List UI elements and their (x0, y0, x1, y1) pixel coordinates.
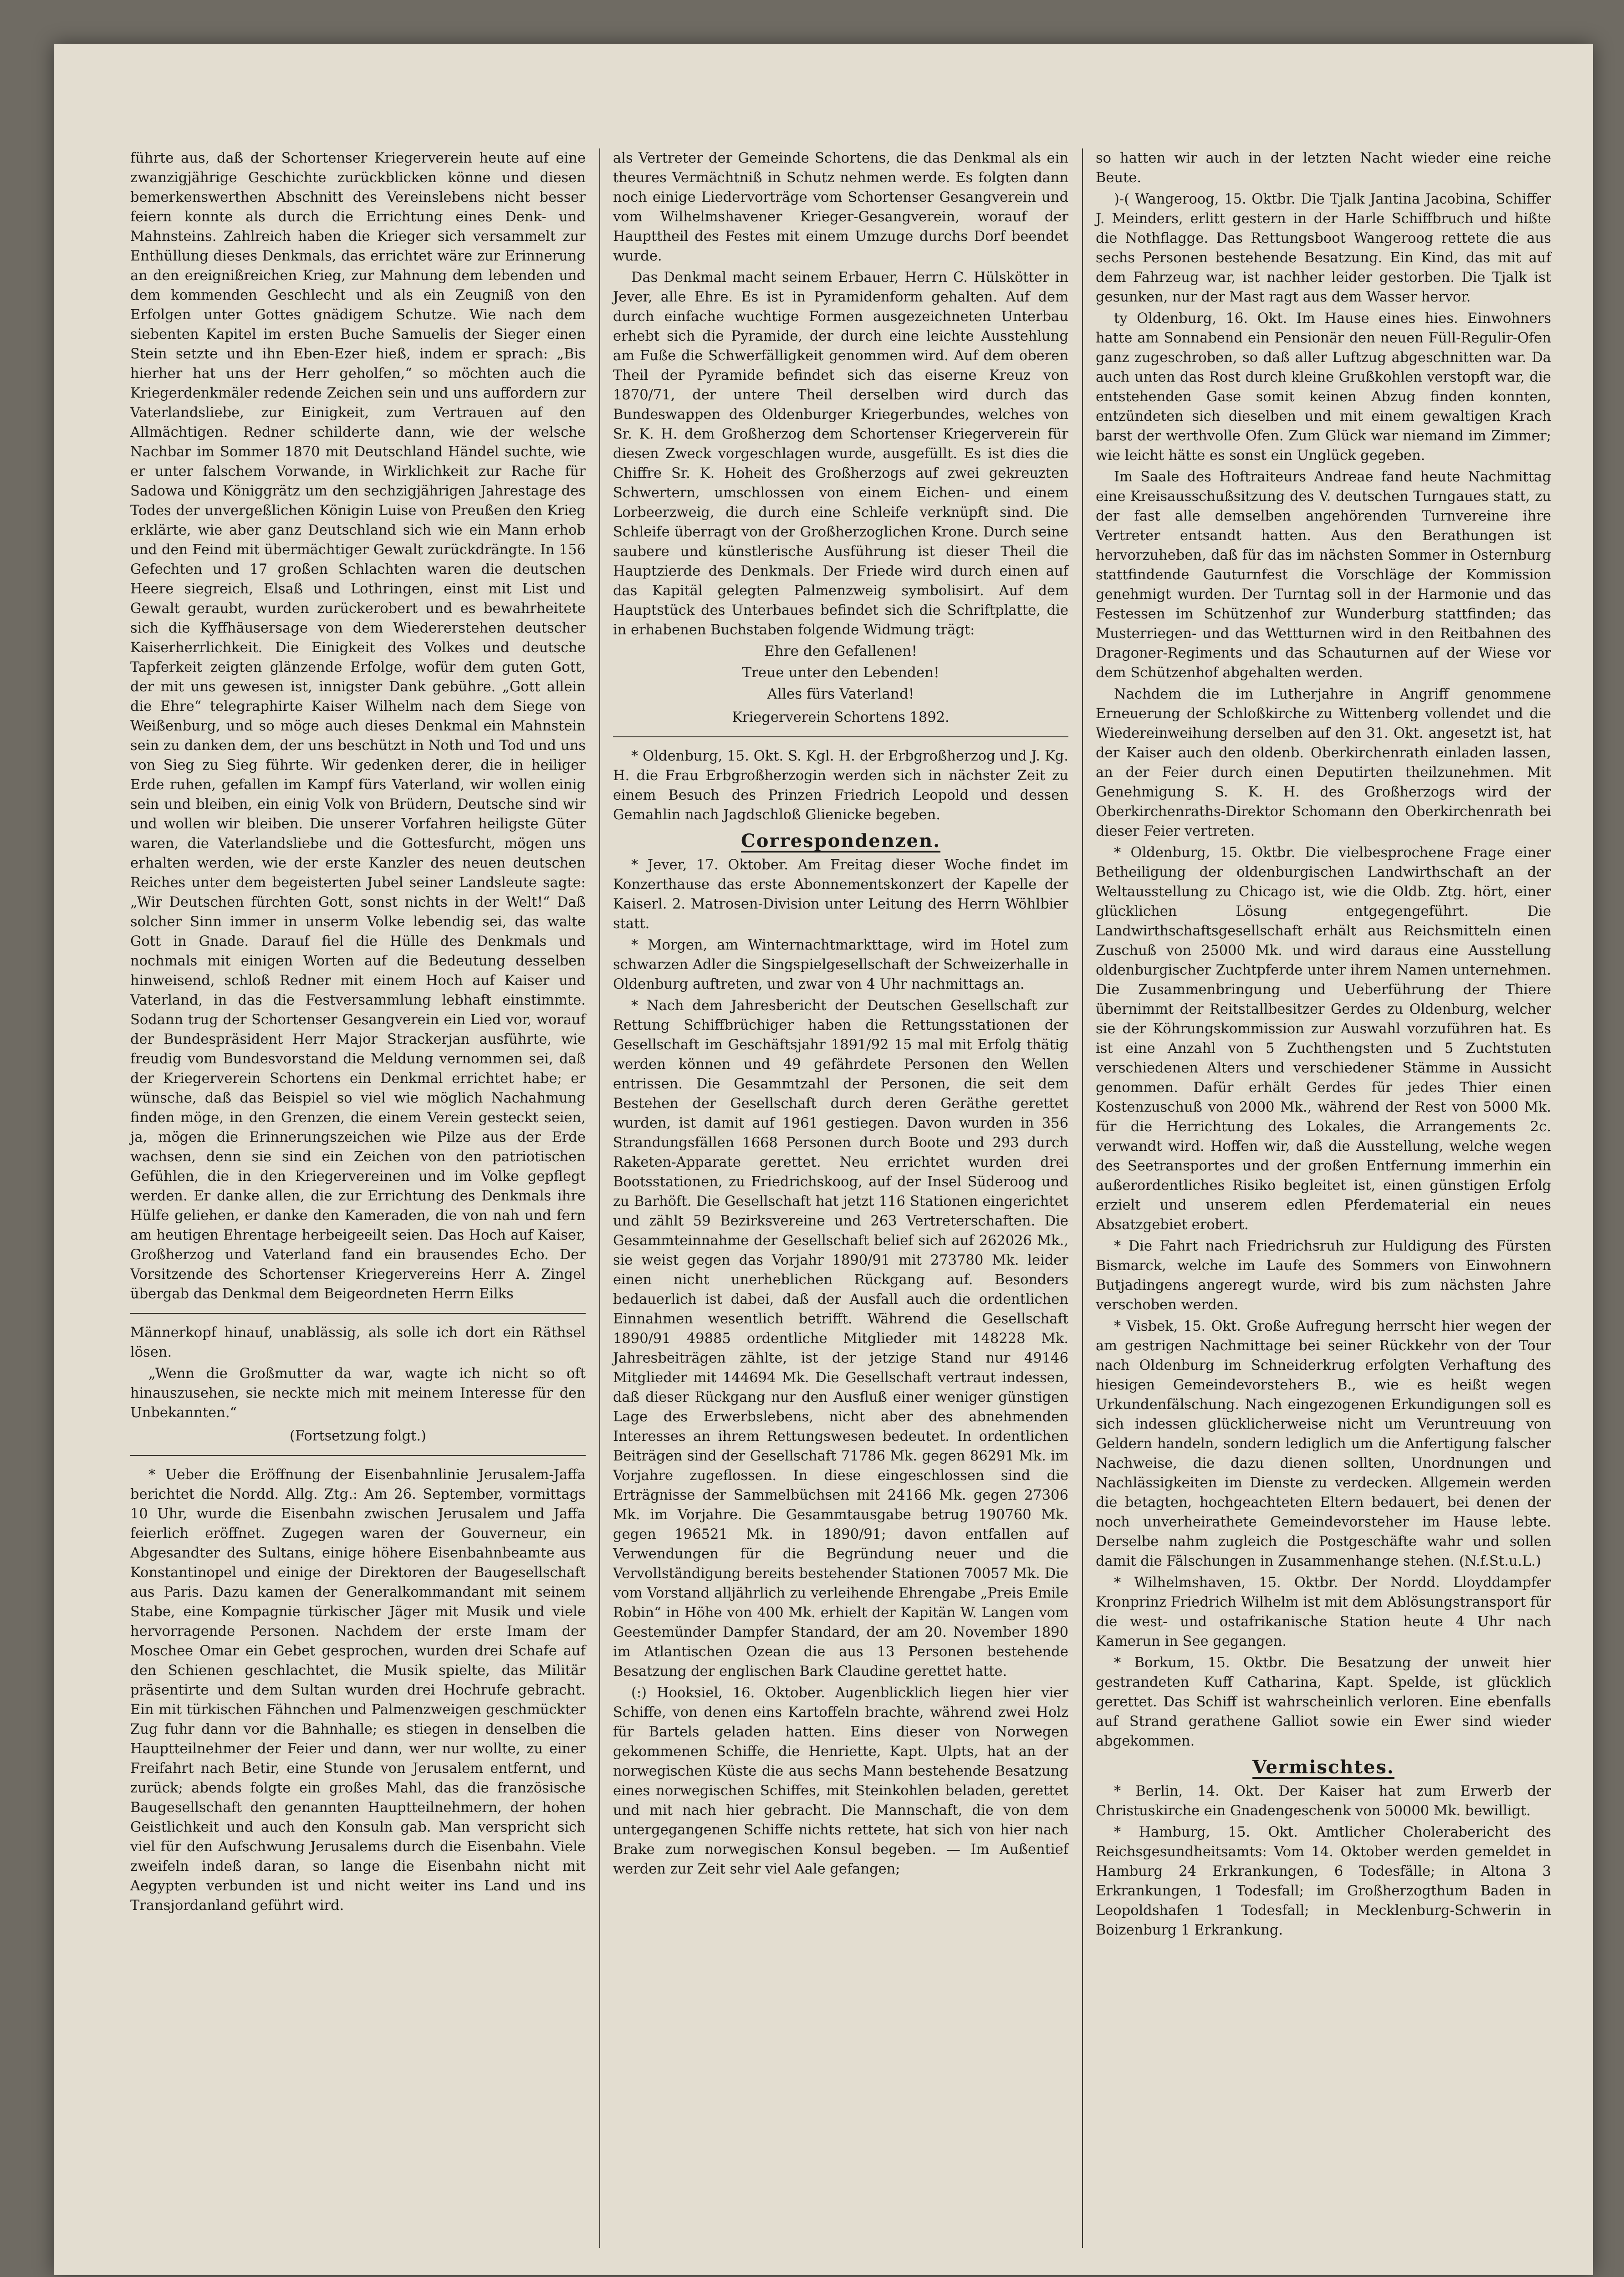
news-item-wilhelmshaven: * Wilhelmshaven, 15. Oktbr. Der Nordd. Lloyddampfer Kronprinz Friedrich Wilhelm ist mit dem Ablösungstransport für die west- und ostafrikanische Station heute 4 Uhr nach Kamerun in See gegangen. (1096, 1575, 1551, 1649)
newspaper-page (54, 44, 1593, 2275)
article-paragraph: Das Denkmal macht seinem Erbauer, Herrn C. Hülskötter in Jever, alle Ehre. Es ist in Pyramidenform gehalten. Auf dem durch einfache wuchtige Formen ausgezeichneten Unterbau erhebt sich die Pyramide, der durch eine leichte Ausstehlung am Fuße die Schwerfälligkeit genommen wird. Auf dem oberen Theil der Pyramide befindet sich das eiserne Kreuz von 1870/71, der untere Theil derselben wird durch das Bundeswappen des Oldenburger Kriegerbundes, welches von Sr. K. H. dem Großherzog dem Schortenser Kriegerverein für diesen Zweck vorgeschlagen wurde, ausgefüllt. Es ist dies die Chiffre Sr. K. Hoheit des Großherzogs auf zwei gekreuzten Schwertern, umschlossen von einem Eichen- und einem Lorbeerzweig, die durch eine Schleife verknüpft sind. Die Schleife überragt von der Großherzoglichen Krone. Durch seine saubere und künstlerische Ausführung ist dieser Theil die Hauptzierde des Denkmals. Der Friede wird durch einen auf das Kapitäl gelegten Palmenzweig symbolisirt. Auf dem Hauptstück des Unterbaues befindet sich die Schriftplatte, die in erhabenen Buchstaben folgende Widmung trägt: (613, 270, 1068, 638)
news-item-borkum: * Borkum, 15. Oktbr. Die Besatzung der unweit hier gestrandeten Kuff Catharina, Kapt. Spelde, ist glücklich gerettet. Das Schiff ist wahrscheinlich verloren. Eine ebenfalls auf Strand gerathene Galliot sowie ein Ewer sind wieder abgekommen. (1096, 1655, 1551, 1749)
news-item-oldenburg: ty Oldenburg, 16. Okt. Im Hause eines hies. Einwohners hatte am Sonnabend ein Pensionär den neuen Füll-Regulir-Ofen ganz zugeschroben, so daß aller Luftzug abgeschnitten war. Da auch unten das Rost durch kleine Grußkohlen verstopft war, die entstehenden Gase somit keinen Abzug finden konnten, entzündeten sich dieselben und mit einem gewaltigen Krach barst der werthvolle Ofen. Zum Glück war niemand im Zimmer; wie leicht hätte es sonst ein Unglück gegeben. (1096, 311, 1551, 464)
news-item-hooksiel: (:) Hooksiel, 16. Oktober. Augenblicklich liegen hier vier Schiffe, von denen eins Kartoffeln brachte, während zwei Holz für Bartels geladen hatten. Eins dieser von Norwegen gekommenen Schiffe, die Henriette, Kapt. Ulpts, hat an der norwegischen Küste die aus sechs Mann bestehende Besatzung eines norwegischen Schiffes, mit Steinkohlen beladen, gerettet und mit nach hier gebracht. Die Mannschaft, die von dem untergegangenen Schiffe nichts rettete, hat sich von hier nach Brake zum norwegischen Konsul begeben. — Im Außentief werden zur Zeit sehr viel Aale gefangen; (613, 1685, 1068, 1877)
column-1 (130, 148, 586, 1917)
inscription-signature: Kriegerverein Schortens 1892. (732, 710, 950, 725)
article-paragraph: führte aus, daß der Schortenser Kriegerverein heute auf eine zwanzigjährige Geschichte zurückblicken könne und diesen bemerkenswerthen Abschnitt des Vereinslebens nicht besser feiern konnte als durch die Errichtung eines Denk- und Mahnsteins. Zahlreich haben die Krieger sich versammelt zur Enthüllung dieses Denkmals, das errichtet wäre zur Erinnerung an den ereignißreichen Krieg, zur Mahnung dem lebenden und dem kommenden Geschlecht und als ein Zeugniß von den Erfolgen unter Gottes gnädigem Schutze. Wie nach dem siebenten Kapitel im ersten Buche Samuelis der Sieger einen Stein setzte und ihn Eben-Ezer hieß, indem er sprach: „Bis hierher hat uns der Herr geholfen,“ so möchten auch die Kriegerdenkmäler redende Zeichen sein und uns auffordern zur Vaterlandsliebe, zur Einigkeit, zum Vertrauen auf den Allmächtigen. Redner schilderte dann, wie der welsche Nachbar im Sommer 1870 mit Deutschland Händel suchte, wie er unter falschem Vorwande, in Wirklichkeit zur Rache für Sadowa und Königgrätz um den sechzigjährigen Jahrestage des Todes der unvergeßlichen Königin Luise von Preußen den Krieg erklärte, wie aber ganz Deutschland sich wie ein Mann erhob und den Feind mit übermächtiger Gewalt zurückdrängte. In 156 Gefechten und 17 großen Schlachten waren die deutschen Heere siegreich, Elsaß und Lothringen, einst mit List und Gewalt geraubt, wurden zurückerobert und es bewahrheitete sich die Kyffhäusersage von dem Wiedererstehen deutscher Kaiserherrlichkeit. Die Einigkeit des Volkes und deutsche Tapferkeit zeigten glänzende Erfolge, wofür dem guten Gott, der mit uns gewesen ist, innigster Dank gebühre. „Gott allein die Ehre“ telegraphirte Kaiser Wilhelm nach dem Siege von Weißenburg, und so möge auch dieses Denkmal ein Mahnstein sein zu danken dem, der uns beschützt in Noth und Tod und uns von Sieg zu Sieg führte. Wir gedenken derer, die in heiliger Erde ruhen, gefallen im Kampf fürs Vaterland, wir wollen einig sein und bleiben, ein einig Volk von Brüdern, Deutsche sind wir und wollen wir bleiben. Die unserer Vorfahren heiligste Güter waren, die Vaterlandsliebe und die Gottesfurcht, mögen uns erhalten werden, wie der erste Kanzler des neuen deutschen Reiches unter dem begeisterten Jubel seiner Landsleute sagte: „Wir Deutschen fürchten Gott, sonst nichts in der Welt!“ Daß solcher Sinn immer in unserm Volke lebendig sei, das walte Gott in Gnade. Darauf fiel die Hülle des Denkmals und nochmals mit einigen Worten auf die Bedeutung desselben hinweisend, schloß Redner mit einem Hoch auf Kaiser und Vaterland, in das die Festversammlung lebhaft einstimmte. Sodann trug der Schortenser Gesangverein ein Lied vor, worauf der Bundespräsident Herr Major Strackerjan ausführte, wie freudig vom Bundesvorstand die Meldung vernommen sei, daß der Kriegerverein Schortens ein Denkmal errichtet habe; er wünsche, daß das Beispiel so viel wie möglich Nachahmung finden möge, in den Grenzen, die einem Verein gesteckt seien, ja, mögen die Erinnerungszeichen wie Pilze aus der Erde wachsen, denn sie sind ein Zeichen von den patriotischen Gefühlen, die in den Kriegervereinen und im Volke gepflegt werden. Er danke allen, die zur Errichtung des Denkmals ihre Hülfe geliehen, er danke den Kameraden, die von nah und fern am heutigen Ehrentage herbeigeeilt seien. Das Hoch auf Kaiser, Großherzog und Vaterland fand ein brausendes Echo. Der Vorsitzende des Schortenser Kriegervereins Herr A. Zingel übergab das Denkmal dem Beigeordneten Herrn Eilks (130, 150, 586, 1302)
section-divider (130, 1455, 586, 1456)
news-item-wangeroog: )-( Wangeroog, 15. Oktbr. Die Tjalk Jantina Jacobina, Schiffer J. Meinders, erlitt gestern in der Harle Schiffbruch und hißte die Nothflagge. Das Rettungsboot Wangeroog rettete die aus sechs Personen bestehende Besatzung. Ein Kind, das mit auf dem Fahrzeug war, ist nachher leider gestorben. Die Tjalk ist gesunken, nur der Mast ragt aus dem Wasser hervor. (1096, 191, 1551, 305)
news-item-schiffbruechige: * Nach dem Jahresbericht der Deutschen Gesellschaft zur Rettung Schiffbrüchiger haben die Rettungsstationen der Gesellschaft im Geschäftsjahr 1891/92 15 mal mit Erfolg thätig werden können und 49 gefährdete Personen den Wellen entrissen. Die Gesammtzahl der Personen, die seit dem Bestehen der Gesellschaft durch deren Geräthe gerettet wurden, ist damit auf 1961 gestiegen. Davon wurden in 356 Strandungsfällen 1668 Personen durch Boote und 293 durch Raketen-Apparate gerettet. Neu errichtet wurden drei Bootsstationen, zu Friedrichskoog, auf der Insel Süderoog und zu Barhöft. Die Gesellschaft hat jetzt 116 Stationen eingerichtet und zählt 59 Bezirksvereine und 263 Vertreterschaften. Die Gesammteinnahme der Gesellschaft belief sich auf 262026 Mk., sie weist gegen das Vorjahr 1890/91 mit 273780 Mk. leider einen nicht unerheblichen Rückgang auf. Besonders bedauerlich ist dabei, daß der Ausfall auch die ordentlichen Einnahmen wesentlich betrifft. Während die Gesellschaft 1890/91 49885 ordentliche Mitglieder mit 148228 Mk. Jahresbeiträgen zählte, ist der jetzige Stand nur 49146 Mitglieder mit 144694 Mk. Die Gesellschaft vertraut indessen, daß dieser Rückgang nur den Ausfluß einer weniger günstigen Lage des Erwerbslebens, nicht aber des abnehmenden Interesses an ihrem Rettungswesen bedeutet. In ordentlichen Beiträgen sind der Gesellschaft 71786 Mk. gegen 86291 Mk. im Vorjahre zugeflossen. In diese eingeschlossen sind die Erträgnisse der Sammelbüchsen mit 24166 Mk. gegen 27306 Mk. im Vorjahre. Die Gesammtausgabe betrug 190760 Mk. gegen 196521 Mk. in 1890/91; davon entfallen auf Verwendungen für die Begründung neuer und die Vervollständigung bereits bestehender Stationen 70057 Mk. Die vom Vorstand alljährlich zu verleihende Ehrengabe „Preis Emile Robin“ in Höhe von 400 Mk. erhielt der Kapitän W. Langen vom Geestemünder Dampfer Standard, der am 20. November 1890 im Atlantischen Ozean die aus 13 Personen bestehende Besatzung der englischen Bark Claudine gerettet hatte. (613, 998, 1068, 1680)
news-item: Nachdem die im Lutherjahre in Angriff genommene Erneuerung der Schloßkirche zu Wittenberg vollendet und die Wiedereinweihung derselben auf den 31. Okt. angesetzt ist, hat der Kaiser auch den oldenb. Oberkirchenrath einladen lassen, an der Feier durch einen Deputirten theilzunehmen. Mit Genehmigung S. K. H. des Großherzogs wird der Oberkirchenraths-Direktor Schomann den Oberkirchenrath bei dieser Feier vertreten. (1096, 686, 1551, 839)
news-item-oldenburg: * Oldenburg, 15. Okt. S. Kgl. H. der Erbgroßherzog und J. Kg. H. die Frau Erbgroßherzogin werden sich in nächster Zeit zu einem Besuch des Prinzen Friedrich Leopold und dessen Gemahlin nach Jagdschloß Glienicke begeben. (613, 748, 1068, 823)
inscription-line: Alles fürs Vaterland! (767, 686, 914, 702)
continuation-note: (Fortsetzung folgt.) (290, 1428, 426, 1444)
news-item-hamburg: * Hamburg, 15. Okt. Amtlicher Cholerabericht des Reichsgesundheitsamts: Vom 14. Oktober werden gemeldet in Hamburg 24 Erkrankungen, 6 Todesfälle; in Altona 3 Erkrankungen, 1 Todesfall; im Großherzogthum Baden in Leopoldshafen 1 Todesfall; in Mecklenburg-Schwerin in Boizenburg 1 Erkrankung. (1096, 1824, 1551, 1938)
inscription-line: Treue unter den Lebenden! (742, 664, 940, 681)
column-2 (613, 148, 1068, 1881)
column-rule (1082, 148, 1083, 2248)
section-heading-correspondenzen: Correspondenzen. (741, 830, 941, 852)
article-paragraph: als Vertreter der Gemeinde Schortens, die das Denkmal als ein theures Vermächtniß in Schutz nehmen werde. Es folgten dann noch einige Liedervorträge vom Schortenser Gesangverein und vom Wilhelmshavener Krieger-Gesangverein, worauf der Haupttheil des Festes mit einem Umzuge durchs Dorf beendet wurde. (613, 150, 1068, 264)
news-item: * Morgen, am Winternachtmarkttage, wird im Hotel zum schwarzen Adler die Singspielgesellschaft der Schweizerhalle in Oldenburg auftreten, und zwar von 4 Uhr nachmittags an. (613, 937, 1068, 992)
article-paragraph: so hatten wir auch in der letzten Nacht wieder eine reiche Beute. (1096, 150, 1551, 186)
section-divider (130, 1313, 586, 1314)
news-item-berlin: * Berlin, 14. Okt. Der Kaiser hat zum Erwerb der Christuskirche ein Gnadengeschenk von 50000 Mk. bewilligt. (1096, 1783, 1551, 1819)
news-item-visbek: * Visbek, 15. Okt. Große Aufregung herrscht hier wegen der am gestrigen Nachmittage bei seiner Rückkehr von der Tour nach Oldenburg im Schneiderkrug erfolgten Verhaftung des hiesigen Gemeindevorstehers B., wie es heißt wegen Urkundenfälschung. Nach eingezogenen Erkundigungen soll es sich indessen glücklicherweise nicht um Veruntreuung von Geldern handeln, sondern lediglich um die Anfertigung falscher Nachweise, die dazu dienen sollten, Unordnungen und Nachlässigkeiten im Dienste zu verdecken. Allgemein werden die betagten, hochgeachteten Eltern bedauert, bei denen der noch unverheirathete Gemeindevorsteher im Hause lebte. Derselbe nahm zugleich die Postgeschäfte wahr und sollen damit die Fälschungen in Zusammenhange stehen. (N.f.St.u.L.) (1096, 1318, 1551, 1569)
column-3 (1096, 148, 1551, 1942)
column-rule (599, 148, 600, 2248)
section-heading-vermischtes: Vermischtes. (1252, 1756, 1394, 1778)
news-item-jerusalem-jaffa: * Ueber die Eröffnung der Eisenbahnlinie Jerusalem-Jaffa berichtet die Nordd. Allg. Ztg.: Am 26. September, vormittags 10 Uhr, wurde die Eisenbahn zwischen Jerusalem und Jaffa feierlich eröffnet. Zugegen waren der Gouverneur, ein Abgesandter des Sultans, einige höhere Eisenbahnbeamte aus Konstantinopel und einige der Direktoren der Baugesellschaft aus Paris. Dazu kamen der Generalkommandant mit seinem Stabe, eine Kompagnie türkischer Jäger mit Musik und viele hervorragende Personen. Nachdem der erste Imam der Moschee Omar ein Gebet gesprochen, wurden drei Schafe auf den Schienen geschlachtet, die Musik spielte, das Militär präsentirte und dem Sultan wurden drei Hochrufe gebracht. Ein mit türkischen Fähnchen und Palmenzweigen geschmückter Zug fuhr dann vor die Bahnhalle; es stiegen in denselben die Hauptteilnehmer der Feier und dann, wer nur wollte, zu einer Freifahrt nach Betir, eine Stunde von Jerusalem entfernt, und zurück; abends folgte ein großes Mahl, das die französische Baugesellschaft den genannten Hauptteilnehmern, der hohen Geistlichkeit und auch den Konsuln gab. Man verspricht sich viel für den Aufschwung Jerusalems durch die Eisenbahn. Viele zweifeln indeß daran, so lange die Eisenbahn nicht mit Aegypten verbunden ist und nicht weiter ins Land und ins Transjordanland geführt wird. (130, 1467, 586, 1914)
section-divider (613, 736, 1068, 737)
news-item: Im Saale des Hoftraiteurs Andreae fand heute Nachmittag eine Kreisausschußsitzung des V. deutschen Turngaues statt, zu der fast alle demselben angehörenden Turnvereine ihre Vertreter entsandt hatten. Aus den Berathungen ist hervorzuheben, daß für das im nächsten Sommer in Osternburg stattfindende Gauturnfest die Vorschläge der Kommission genehmigt wurden. Der Turntag soll in der Harmonie und das Festessen im Schützenhof zur Wunderburg stattfinden; das Musterriegen- und das Wettturnen wird in den Reitbahnen des Dragoner-Regiments und das Schauturnen auf der Wiese vor dem Schützenhof abgehalten werden. (1096, 469, 1551, 681)
news-item-friedrichsruh: * Die Fahrt nach Friedrichsruh zur Huldigung des Fürsten Bismarck, welche im Laufe des Sommers von Einwohnern Butjadingens angeregt wurde, wird bis zum nächsten Jahre verschoben werden. (1096, 1238, 1551, 1313)
news-item-jever: * Jever, 17. Oktober. Am Freitag dieser Woche findet im Konzerthause das erste Abonnementskonzert der Kapelle der Kaiserl. 2. Matrosen-Division unter Leitung des Herrn Wöhlbier statt. (613, 857, 1068, 932)
news-item-oldenburg-chicago: * Oldenburg, 15. Oktbr. Die vielbesprochene Frage einer Betheiligung der oldenburgischen Landwirthschaft an der Weltausstellung zu Chicago ist, wie die Oldb. Ztg. hört, einer glücklichen Lösung entgegengeführt. Die Landwirthschaftsgesellschaft erhält aus Reichsmitteln einen Zuschuß von 25000 Mk. und wird daraus eine Ausstellung oldenburgischer Zuchtpferde unter ihrem Namen unternehmen. Die Zusammenbringung und Ueberführung der Thiere übernimmt der Reitstallbesitzer Gerdes zu Oldenburg, welcher sie der Köhrungskommission zur Auswahl vorzuführen hat. Es ist eine Anzahl von 5 Zuchthengsten und 5 Zuchtstuten verschiedenen Alters und verschiedener Stämme in Aussicht genommen. Dafür erhält Gerdes für jedes Thier einen Kostenzuschuß von 2000 Mk., während der Rest von 5000 Mk. für die Herrichtung des Lokales, die Arrangements 2c. verwandt wird. Hoffen wir, daß die Ausstellung, welche wegen des Seetransportes und der großen Entfernung immerhin ein außerordentliches Risiko begleitet ist, einen günstigen Erfolg erzielt und unserem edlen Pferdematerial ein neues Absatzgebiet erobert. (1096, 845, 1551, 1233)
serial-paragraph: „Wenn die Großmutter da war, wagte ich nicht so oft hinauszusehen, sie neckte mich mit meinem Interesse für den Unbekannten.“ (130, 1366, 586, 1421)
inscription-line: Ehre den Gefallenen! (764, 643, 917, 659)
serial-paragraph: Männerkopf hinauf, unablässig, als solle ich dort ein Räthsel lösen. (130, 1325, 586, 1360)
